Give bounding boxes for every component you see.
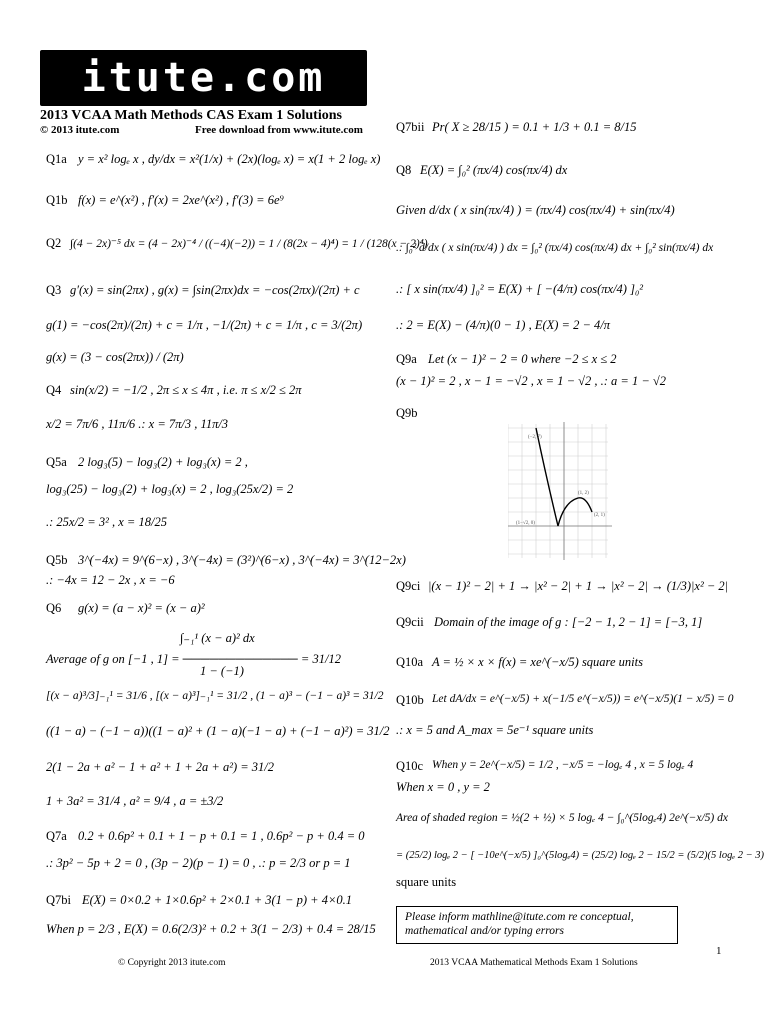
q10a-label: Q10a — [396, 655, 424, 669]
q9a-label: Q9a — [396, 352, 417, 366]
q10a-equation: A = ½ × x × f(x) = xe^(−x/5) square units — [432, 655, 643, 669]
q3-equation: g′(x) = sin(2πx) , g(x) = ∫sin(2πx)dx = −cos(2πx)/(2π) + c — [70, 283, 360, 297]
footer-copyright: © Copyright 2013 itute.com — [118, 958, 226, 968]
download-line: Free download from www.itute.com — [195, 124, 363, 136]
q3-line-2: g(1) = −cos(2π)/(2π) + c = 1/π , −1/(2π) + c = 1/π , c = 3/(2π) — [46, 318, 363, 332]
page-number: 1 — [716, 945, 722, 957]
q7bi-line-2: When p = 2/3 , E(X) = 0.6(2/3)² + 0.2 + 3(1 − 2/3) + 0.4 = 28/15 — [46, 922, 376, 936]
q9cii-equation: Domain of the image of g : [−2 − 1, 2 − 1] = [−3, 1] — [434, 615, 703, 629]
q6-equation: g(x) = (a − x)² = (x − a)² — [78, 601, 205, 615]
q7a-line-2: .: 3p² − 5p + 2 = 0 , (3p − 2)(p − 1) = 0 , .: p = 2/3 or p = 1 — [46, 856, 351, 870]
q6-integral: ∫₋₁¹ (x − a)² dx — [180, 631, 255, 645]
q6-line-5: 1 + 3a² = 31/4 , a² = 9/4 , a = ±3/2 — [46, 794, 224, 808]
footer-title: 2013 VCAA Mathematical Methods Exam 1 Solutions — [430, 958, 638, 968]
q3-line-3: g(x) = (3 − cos(2πx)) / (2π) — [46, 350, 184, 364]
q8-line-5: .: 2 = E(X) − (4/π)(0 − 1) , E(X) = 2 − 4/π — [396, 318, 611, 332]
q10c-line-5: square units — [396, 875, 457, 889]
q6-line-2: [(x − a)³/3]₋₁¹ = 31/6 , [(x − a)³]₋₁¹ = 31/2 , (1 − a)³ − (−1 − a)³ = 31/2 — [46, 690, 384, 702]
q8-line-2: Given d/dx ( x sin(πx/4) ) = (πx/4) cos(πx/4) + sin(πx/4) — [396, 203, 675, 217]
q10b-equation: Let dA/dx = e^(−x/5) + x(−1/5 e^(−x/5)) = e^(−x/5)(1 − x/5) = 0 — [432, 693, 734, 705]
q10c-label: Q10c — [396, 759, 424, 773]
q8-line-3: .: ∫₀² d/dx ( x sin(πx/4) ) dx = ∫₀² (πx/4) cos(πx/4) dx + ∫₀² sin(πx/4) dx — [396, 242, 714, 254]
q8-label: Q8 — [396, 163, 412, 177]
q7bii-label: Q7bii — [396, 120, 425, 134]
graph-point-label: (1, 2) — [578, 491, 589, 496]
itute-logo-banner — [40, 50, 367, 106]
q7bi-equation: E(X) = 0×0.2 + 1×0.6p² + 2×0.1 + 3(1 − p) + 4×0.1 — [82, 893, 353, 907]
q4-equation: sin(x/2) = −1/2 , 2π ≤ x ≤ 4π , i.e. π ≤ x/2 ≤ 2π — [70, 383, 302, 397]
graph-point-label: (2, 1) — [594, 513, 605, 518]
graph-point-label: (−2, 7) — [528, 435, 542, 440]
q4-line-2: x/2 = 7π/6 , 11π/6 .: x = 7π/3 , 11π/3 — [46, 417, 229, 431]
q1b-equation: f(x) = e^(x²) , f′(x) = 2xe^(x²) , f′(3) = 6e⁹ — [78, 193, 284, 207]
q7bii-equation: Pr( X ≥ 28/15 ) = 0.1 + 1/3 + 0.1 = 8/15 — [432, 120, 637, 134]
q5a-line-2: log₃(25) − log₃(2) + log₃(x) = 2 , log₃(25x/2) = 2 — [46, 482, 294, 496]
q10b-label: Q10b — [396, 693, 424, 707]
q10b-line-2: .: x = 5 and A_max = 5e⁻¹ square units — [396, 723, 594, 737]
q8-equation: E(X) = ∫₀² (πx/4) cos(πx/4) dx — [420, 163, 568, 177]
q1b-label: Q1b — [46, 193, 68, 207]
q10c-line-2: When x = 0 , y = 2 — [396, 780, 490, 794]
q2-label: Q2 — [46, 236, 62, 250]
q1a-label: Q1a — [46, 152, 67, 166]
q5a-line-3: .: 25x/2 = 3² , x = 18/25 — [46, 515, 167, 529]
q7bi-label: Q7bi — [46, 893, 71, 907]
q5b-equation: 3^(−4x) = 9^(6−x) , 3^(−4x) = (3²)^(6−x) , 3^(−4x) = 3^(12−2x) — [78, 553, 406, 567]
q10c-equation: When y = 2e^(−x/5) = 1/2 , −x/5 = −logₑ 4 , x = 5 logₑ 4 — [432, 759, 694, 771]
q5a-equation: 2 log₃(5) − log₃(2) + log₃(x) = 2 , — [78, 455, 248, 469]
q2-equation: ∫(4 − 2x)⁻⁵ dx = (4 − 2x)⁻⁴ / ((−4)(−2)) = 1 / (8(2x − 4)⁴) = 1 / (128(x − 2)⁴) — [70, 238, 428, 250]
copyright-line: © 2013 itute.com — [40, 124, 120, 136]
q9cii-label: Q9cii — [396, 615, 424, 629]
q7a-equation: 0.2 + 0.6p² + 0.1 + 1 − p + 0.1 = 1 , 0.6p² − p + 0.4 = 0 — [78, 829, 365, 843]
errata-notice-box — [396, 906, 678, 944]
q4-label: Q4 — [46, 383, 62, 397]
q10c-line-3: Area of shaded region = ½(2 + ½) × 5 logₑ 4 − ∫₀^(5logₑ4) 2e^(−x/5) dx — [396, 812, 728, 824]
q9ci-label: Q9ci — [396, 579, 421, 593]
q10c-line-4: = (25/2) logₑ 2 − [ −10e^(−x/5) ]₀^(5logₑ4) = (25/2) logₑ 2 − 15/2 = (5/2)(5 logₑ 2 − 3) — [396, 850, 765, 861]
q5a-label: Q5a — [46, 455, 67, 469]
q9a-equation: Let (x − 1)² − 2 = 0 where −2 ≤ x ≤ 2 — [428, 352, 617, 366]
q7a-label: Q7a — [46, 829, 67, 843]
q9b-graph — [508, 418, 618, 564]
logo-text: itute.com — [81, 55, 326, 101]
graph-point-label: (1−√2, 0) — [516, 521, 535, 526]
q6-denominator: 1 − (−1) — [200, 664, 244, 678]
q6-line-4: 2(1 − 2a + a² − 1 + a² + 1 + 2a + a²) = 31/2 — [46, 760, 275, 774]
q1a-equation: y = x² logₑ x , dy/dx = x²(1/x) + (2x)(logₑ x) = x(1 + 2 logₑ x) — [78, 152, 381, 166]
q3-label: Q3 — [46, 283, 62, 297]
q6-average: Average of g on [−1 , 1] = ───────────── = 31/12 — [46, 652, 341, 666]
q8-line-4: .: [ x sin(πx/4) ]₀² = E(X) + [ −(4/π) cos(πx/4) ]₀² — [396, 282, 644, 296]
q6-line-3: ((1 − a) − (−1 − a))((1 − a)² + (1 − a)(−1 − a) + (−1 − a)²) = 31/2 — [46, 724, 390, 738]
page-title: 2013 VCAA Math Methods CAS Exam 1 Solutions — [40, 108, 342, 123]
q9ci-equation: |(x − 1)² − 2| + 1 → |x² − 2| + 1 → |x² − 2| → (1/3)|x² − 2| — [428, 579, 729, 593]
q5b-line-2: .: −4x = 12 − 2x , x = −6 — [46, 573, 175, 587]
q9a-line-2: (x − 1)² = 2 , x − 1 = −√2 , x = 1 − √2 , .: a = 1 − √2 — [396, 374, 667, 388]
q5b-label: Q5b — [46, 553, 68, 567]
errata-notice-text: Please inform mathline@itute.com re conceptual, mathematical and/or typing errors — [405, 911, 634, 937]
q6-label: Q6 — [46, 601, 62, 615]
q9b-label: Q9b — [396, 406, 418, 420]
